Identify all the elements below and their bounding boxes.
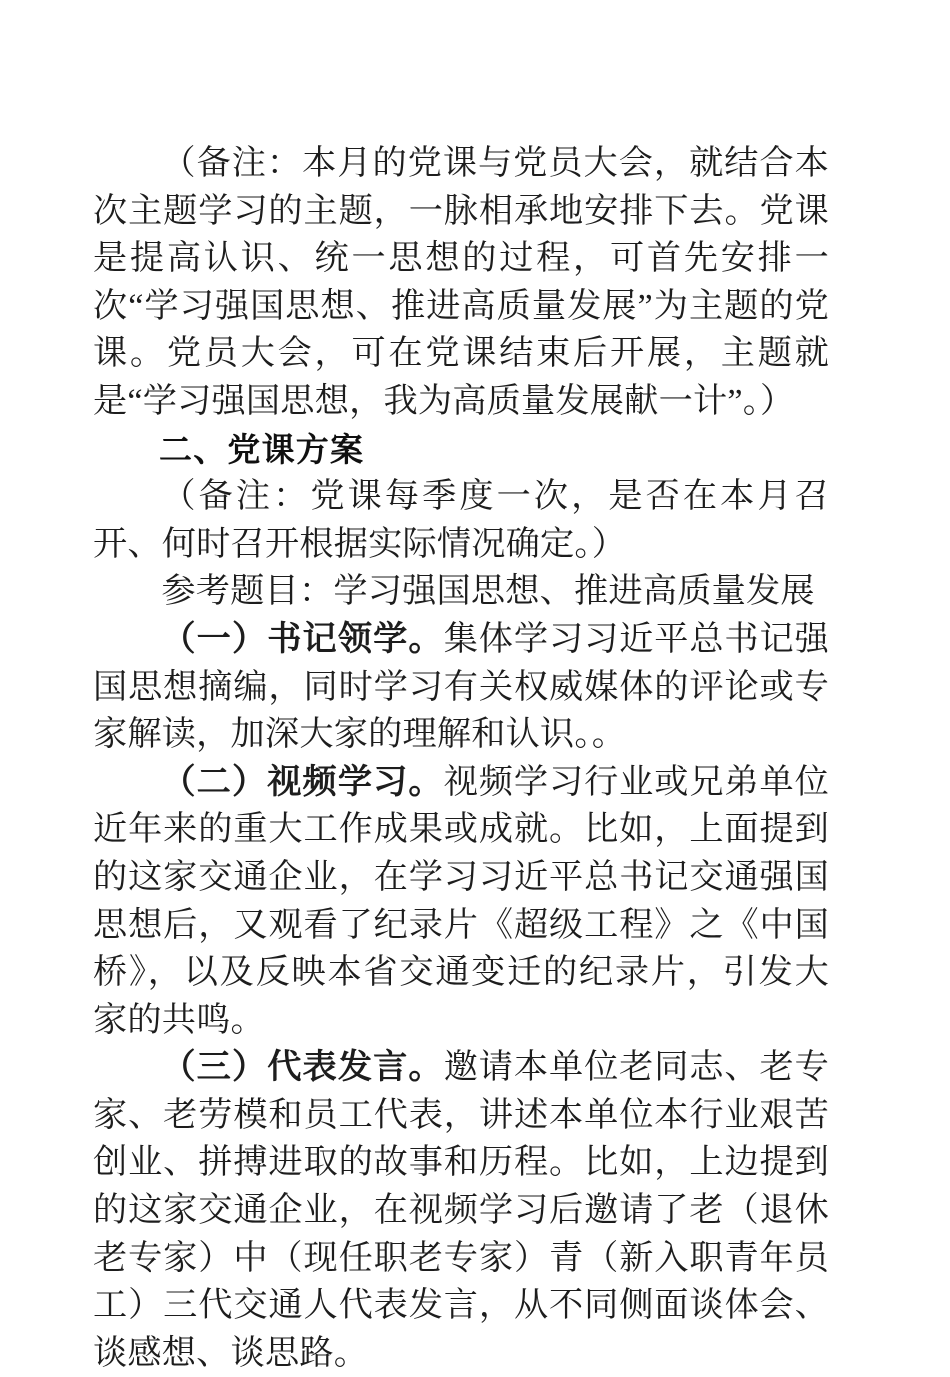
item-text-three: 邀请本单位老同志、老专家、老劳模和员工代表，讲述本单位本行业艰苦创业、拼搏进取的故事和历程。比如，上边提到的这家交通企业，在视频学习后邀请了老（退休老专家）中（现任职老专家）青（新入职青年员工）三代交通人代表发言，从不同侧面谈体会、谈感想、谈思路。 [93,1049,830,1372]
item-text-one: 集体学习习近平总书记强国思想摘编，同时学习有关权威媒体的评论或专家解读，加深大家的理解和认识。。 [93,620,830,754]
item-label-two: （二）视频学习。 [161,763,444,801]
item-text-two: 视频学习行业或兄弟单位近年来的重大工作成果或成就。比如，上面提到的这家交通企业，在学习习近平总书记交通强国思想后，又观看了纪录片《超级工程》之《中国桥》，以及反映本省交通变迁的纪录片，引发大家的共鸣。 [93,763,830,1039]
item-label-one: （一）书记领学。 [161,620,444,658]
paragraph-note-party-lecture-member-meeting: （备注：本月的党课与党员大会，就结合本次主题学习的主题，一脉相承地安排下去。党课是提高认识、统一思想的过程，可首先安排一次“学习强国思想、推进高质量发展”为主题的党课。党员大会，可在党课结束后开展，主题就是“学习强国思想，我为高质量发展献一计”。） [93,145,829,420]
document-body [93,140,829,1377]
paragraph-item-three-representative-speech [93,1044,829,1377]
paragraph-reference-topic: 参考题目：学习强国思想、推进高质量发展 [161,573,815,611]
paragraph-note-party-lecture-frequency: （备注：党课每季度一次，是否在本月召开、何时召开根据实际情况确定。） [93,478,829,563]
section-heading-party-lecture-plan: 二、党课方案 [159,430,365,468]
item-label-three: （三）代表发言。 [161,1049,444,1087]
paragraph-item-two-video-study [93,759,829,1045]
paragraph-item-one-secretary-leads-study [93,616,829,759]
